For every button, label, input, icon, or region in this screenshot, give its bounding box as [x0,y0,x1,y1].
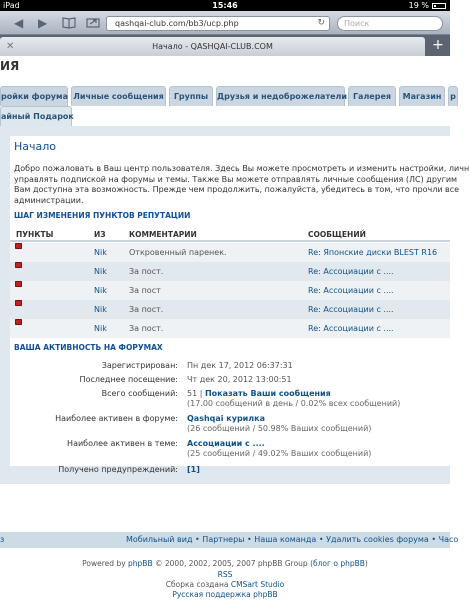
russian-support-link[interactable]: Русская поддержка phpBB [172,590,278,599]
ucp-panel [0,126,469,484]
stat-subvalue: (26 сообщений / 50.98% Ваших сообщений) [187,424,372,433]
row-topic-link[interactable]: Re: Ассоциации с .... [308,324,394,333]
search-input[interactable] [337,16,443,31]
row-comment: За пост. [129,324,164,333]
support-line [0,590,450,599]
intro-line: управлять подпиской на форумы и темы. Также Вы можете отправлять личные сообщения (ЛС) другим [14,174,458,184]
stat-value: Чт дек 20, 2012 13:00:51 [187,375,292,384]
rss-line [0,570,450,579]
phpbb-blog-link[interactable]: блог о phpBB [313,559,365,568]
device-name: iPad [3,1,20,10]
table-row [10,319,450,338]
ucp-content [10,136,469,474]
url-text: qashqai-club.com/bb3/ucp.php [115,19,239,28]
plus-icon[interactable]: + [432,37,444,53]
copy-text: © 2000, 2002, 2005, 2007 phpBB Group ( [152,559,314,568]
table-row [10,262,450,281]
copy-text: ) [364,559,368,568]
reputation-minus-icon [15,300,22,306]
warnings-link[interactable]: [1] [187,465,200,474]
rss-link[interactable]: RSS [217,570,233,579]
style-credit-line [0,580,450,589]
status-bar [0,0,450,11]
share-icon[interactable] [86,16,100,31]
tab-strip [0,35,450,56]
table-row [10,281,450,300]
stat-value [187,439,265,449]
tab-overflow[interactable]: р [448,86,458,106]
stat-subvalue: (17.00 сообщений в день / 0.02% всех сообщений) [187,399,401,408]
page-title: Начало [14,140,57,153]
forward-arrow-icon[interactable]: ▶ [38,16,48,30]
refresh-icon[interactable]: ↻ [317,18,325,28]
show-posts-link[interactable]: Показать Ваши сообщения [204,389,331,398]
separator: | [197,389,205,398]
stat-value [187,389,331,399]
stat-label: Наиболее активен в форуме: [55,414,178,423]
stat-label: Получено предупреждений: [58,465,178,474]
row-from-link[interactable]: Nik [94,305,107,314]
phpbb-link[interactable]: phpBB [128,559,153,568]
tab-groups[interactable]: Группы [169,86,213,106]
tab-title: Начало - QASHQAI-CLUB.COM [152,42,273,51]
activity-section-title: ВАША АКТИВНОСТЬ НА ФОРУМАХ [14,343,163,352]
close-icon[interactable]: ✕ [6,41,15,52]
row-topic-link[interactable]: Re: Ассоциации с .... [308,305,394,314]
clock: 15:46 [212,1,238,10]
forum-nav-tabs [0,86,456,106]
tab-gallery[interactable]: Галерея [348,86,396,106]
active-topic-link[interactable]: Ассоциации с .... [187,439,265,448]
stat-label: Всего сообщений: [101,389,178,398]
intro-text [14,164,469,206]
battery-status [409,0,446,11]
intro-line: Добро пожаловать в Ваш центр пользователя. Здесь Вы можете просмотреть и изменить настройки, личн [14,164,469,173]
reputation-minus-icon [15,281,22,287]
tab-friends-foes[interactable]: Друзья и недоброжелатели [216,86,345,106]
row-comment: За пост [129,286,161,295]
stat-value [187,465,200,475]
book-icon[interactable] [62,16,76,31]
copy-text: Сборка создана [165,580,231,589]
stat-subvalue: (25 сообщений / 49.02% Ваших сообщений) [187,449,372,458]
copyright-line [0,559,450,568]
web-page [0,56,469,600]
col-posts: СООБЩЕНИЙ [308,230,366,239]
tab-shop[interactable]: Магазин [399,86,445,106]
row-comment: Откровенный паренек. [129,248,227,257]
footer-links[interactable]: Мобильный вид • Партнеры • Наша команда • Удалить cookies форума • Часо [126,535,459,544]
row-topic-link[interactable]: Re: Ассоциации с .... [308,286,394,295]
row-from-link[interactable]: Nik [94,324,107,333]
browser-toolbar [0,11,450,35]
tab-secret-gift[interactable]: айный Подарок [0,106,72,126]
row-topic-link[interactable]: Re: Ассоциации с .... [308,267,394,276]
page-heading: ИЯ [0,59,20,73]
battery-icon [432,3,446,9]
tab-board-settings[interactable]: ройки форума [0,86,68,106]
reputation-minus-icon [15,262,22,268]
stat-value: Пн дек 17, 2012 06:37:31 [187,361,293,370]
table-row [10,243,450,262]
stat-label: Последнее посещение: [79,375,178,384]
copy-text: Powered by [82,559,129,568]
intro-line: Вам доступна эта возможность. Прежде чем продолжить, пожалуйста, убедитесь в том, что прочли все [14,185,460,194]
stat-label: Зарегистрирован: [101,361,178,370]
row-from-link[interactable]: Nik [94,286,107,295]
row-topic-link[interactable]: Re: Японские диски BLEST R16 [308,248,438,257]
reputation-minus-icon [15,243,22,249]
stat-label: Наиболее активен в теме: [67,439,178,448]
cmsart-link[interactable]: CMSart Studio [230,580,285,589]
col-from: ИЗ [94,230,106,239]
battery-percent: 19 % [408,1,429,10]
tab-private-messages[interactable]: Личные сообщения [71,86,166,106]
table-header [10,226,450,242]
post-count: 51 [187,389,198,398]
col-comments: КОММЕНТАРИИ [129,230,197,239]
search-placeholder: Поиск [344,19,370,28]
row-from-link[interactable]: Nik [94,267,107,276]
footer-left-fragment[interactable]: з [0,535,5,544]
reputation-minus-icon [15,319,22,325]
row-comment: За пост. [129,305,164,314]
footer-nav [0,532,459,548]
row-from-link[interactable]: Nik [94,248,107,257]
back-arrow-icon[interactable]: ◀ [14,16,24,30]
row-comment: За пост. [129,267,164,276]
browser-tab[interactable] [0,37,425,56]
reputation-section-title: ШАГ ИЗМЕНЕНИЯ ПУНКТОВ РЕПУТАЦИИ [14,211,191,220]
active-forum-link[interactable]: Qashqai курилка [187,414,265,423]
stat-value [187,414,265,424]
col-points: ПУНКТЫ [16,230,54,239]
intro-line: администрации. [14,195,84,205]
table-row [10,300,450,319]
url-bar[interactable] [106,16,330,31]
